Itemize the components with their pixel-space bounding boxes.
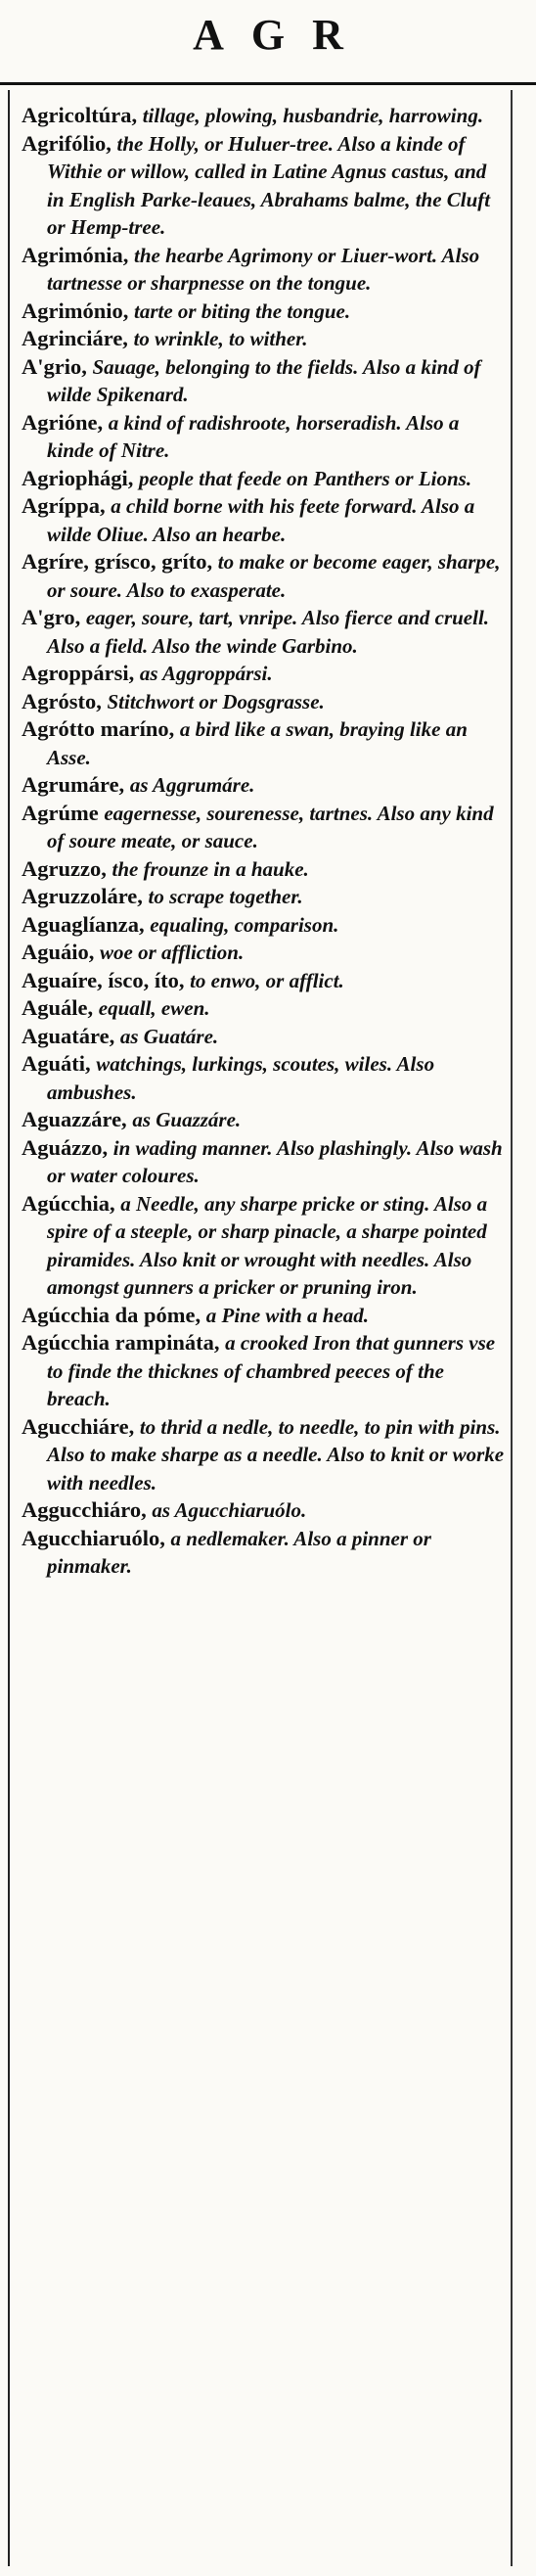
dictionary-entry [22, 298, 505, 326]
dictionary-entry [22, 1023, 505, 1051]
entry-definition: as Guatáre. [119, 1024, 219, 1048]
dictionary-entry [22, 492, 505, 548]
entry-definition: the hearbe Agrimony or Liuer-wort. Also tartnesse or sharpnesse on the tongue. [47, 243, 480, 295]
dictionary-entry [22, 1106, 505, 1134]
entry-definition: as Guazzáre. [132, 1108, 242, 1131]
entry-definition: as Aggroppársi. [139, 662, 273, 685]
entry-definition: the frounze in a hauke. [112, 856, 309, 881]
entry-headword: Agrumáre, [22, 772, 125, 797]
entry-definition: people that feede on Panthers or Lions. [139, 466, 472, 490]
entry-headword: Agruzzo, [22, 855, 107, 881]
dictionary-entry [22, 1302, 505, 1330]
dictionary-entry [22, 939, 505, 967]
entry-definition: tillage, plowing, husbandrie, harrowing. [142, 104, 484, 127]
entry-definition: a bird like a swan, braying like an Asse. [47, 717, 468, 769]
entry-headword: Agríppa, [22, 493, 106, 518]
entry-headword: Agúcchia rampináta, [22, 1330, 220, 1355]
entry-definition: a Needle, any sharpe pricke or sting. Also a spire of a steeple, or sharp pinacle, a sharpe pointed piramides. Also knit or wrought with needles. Also amongst gunners a pricker or pruning iron. [47, 1191, 488, 1299]
dictionary-entry [22, 242, 505, 298]
entry-definition: a Pine with a head. [205, 1303, 370, 1327]
dictionary-entry [22, 130, 505, 242]
dictionary-entry [22, 1525, 505, 1581]
entry-headword: Aggucchiáro, [22, 1497, 147, 1522]
entry-headword: Aguále, [22, 995, 94, 1020]
entry-definition: the Holly, or Huluer-tree. Also a kinde of Withie or willow, called in Latine Agnus castus, and in English Parke-leaues, Abrahams balme, the Cluft or Hemp-tree. [47, 131, 491, 239]
entry-definition: equaling, comparison. [150, 912, 339, 937]
entry-headword: Agroppársi, [22, 661, 135, 685]
dictionary-entry [22, 911, 505, 940]
dictionary-entry [22, 604, 505, 660]
left-column-rule [8, 90, 10, 2566]
entry-definition: Sauage, belonging to the fields. Also a kind of wilde Spikenard. [47, 354, 481, 406]
dictionary-entry [22, 715, 505, 771]
header-rule [0, 82, 536, 85]
dictionary-entry [22, 102, 505, 130]
entry-definition: to thrid a nedle, to needle, to pin with pins. Also to make sharpe as a needle. Also to knit or worke with needles. [47, 1414, 505, 1495]
entry-headword: Aguatáre, [22, 1023, 115, 1048]
entry-definition: a crooked Iron that gunners vse to finde the thicknes of chambred peeces of the breach. [47, 1331, 496, 1410]
entry-definition: watchings, lurkings, scoutes, wiles. Also ambushes. [47, 1052, 435, 1104]
entry-definition: a nedlemaker. Also a pinner or pinmaker. [47, 1526, 431, 1578]
dictionary-entry [22, 353, 505, 409]
entry-headword: Agrióne, [22, 409, 104, 435]
entry-definition: to wrinkle, to wither. [133, 327, 308, 350]
entry-definition: in wading manner. Also plashingly. Also wash or water coloures. [47, 1135, 503, 1187]
entry-definition: to enwo, or afflict. [190, 968, 344, 992]
entry-definition: a child borne with his feete forward. Also a wilde Oliue. Also an hearbe. [47, 494, 475, 546]
entry-headword: Agrimónio, [22, 298, 129, 323]
entry-definition: woe or affliction. [100, 941, 245, 964]
entry-headword: Agríre, grísco, gríto, [22, 549, 213, 574]
dictionary-entry [22, 1190, 505, 1302]
entry-headword: Agrinciáre, [22, 326, 128, 350]
entry-headword: Agrúme [22, 800, 99, 825]
entry-definition: Stitchwort or Dogsgrasse. [107, 689, 325, 713]
entry-headword: Agucchiaruólo, [22, 1525, 165, 1550]
entry-headword: Agruzzoláre, [22, 884, 143, 908]
dictionary-entry [22, 771, 505, 800]
entry-definition: to make or become eager, sharpe, or soure. Also to exasperate. [47, 550, 501, 602]
dictionary-entry [22, 967, 505, 995]
dictionary-entry [22, 800, 505, 855]
entry-headword: Aguaíre, ísco, íto, [22, 967, 185, 992]
entry-headword: Agucchiáre, [22, 1413, 135, 1439]
entry-headword: Agrimónia, [22, 242, 129, 267]
entry-definition: a kind of radishroote, horseradish. Also a kinde of Nitre. [47, 410, 460, 462]
dictionary-entry [22, 1329, 505, 1413]
entry-definition: to scrape together. [148, 885, 303, 908]
entry-headword: A'grio, [22, 353, 87, 379]
entry-headword: Agriophági, [22, 465, 134, 490]
entry-definition: equall, ewen. [98, 996, 210, 1020]
entry-headword: A'gro, [22, 605, 81, 629]
entry-headword: Aguáti, [22, 1051, 91, 1076]
dictionary-entry [22, 548, 505, 604]
entry-list [22, 102, 505, 1581]
dictionary-entry [22, 465, 505, 493]
dictionary-entry [22, 1496, 505, 1525]
dictionary-entry [22, 688, 505, 716]
dictionary-entry [22, 883, 505, 911]
dictionary-entry [22, 409, 505, 465]
entry-definition: as Aggrumáre. [129, 773, 255, 797]
entry-headword: Aguázzo, [22, 1134, 109, 1160]
entry-definition: eagernesse, sourenesse, tartnes. Also any kind of soure meate, or sauce. [47, 801, 494, 852]
dictionary-entry [22, 325, 505, 353]
entry-headword: Agricoltúra, [22, 103, 138, 127]
dictionary-entry [22, 1134, 505, 1190]
entry-headword: Agrótto maríno, [22, 716, 175, 741]
entry-headword: Agrifólio, [22, 130, 112, 156]
page-header [0, 0, 536, 70]
dictionary-entry [22, 1050, 505, 1106]
dictionary-entry [22, 994, 505, 1023]
header-title: AGR [193, 11, 371, 59]
entry-headword: Aguazzáre, [22, 1107, 127, 1131]
dictionary-entry [22, 1413, 505, 1497]
dictionary-entry [22, 660, 505, 688]
entry-headword: Agúcchia, [22, 1190, 115, 1216]
entry-definition: eager, soure, tart, vnripe. Also fierce and cruell. Also a field. Also the winde Garbino. [47, 606, 490, 658]
entry-headword: Aguaglíanza, [22, 911, 145, 937]
entry-headword: Agrósto, [22, 688, 102, 713]
right-column-rule [511, 90, 513, 2566]
entry-definition: tarte or biting the tongue. [134, 299, 351, 323]
entry-headword: Aguáio, [22, 940, 95, 964]
entry-definition: as Agucchiaruólo. [152, 1498, 307, 1522]
entry-headword: Agúcchia da póme, [22, 1302, 201, 1327]
dictionary-entry [22, 855, 505, 884]
